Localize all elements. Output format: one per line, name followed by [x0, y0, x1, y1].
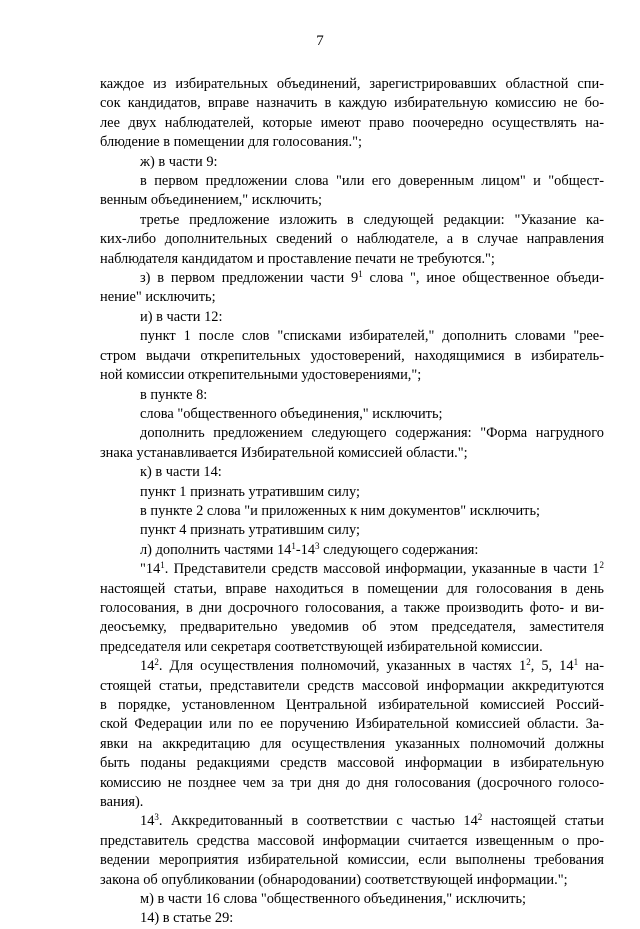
text-line: ж) в части 9: — [140, 153, 218, 170]
text-line: и) в части 12: — [140, 308, 223, 325]
text-line: быть поданы редакциями средств массовой информации в избирательную — [100, 755, 604, 772]
text-line: пункт 1 признать утратившим силу; — [140, 483, 360, 500]
text-line: $14^2$. Для осуществления полномочий, указанных в частях $1^2$, 5, $14^1$ на- — [140, 657, 604, 675]
text-line: з) в первом предложении части $9^1$ слова ", иное общественное объеди- — [140, 269, 604, 287]
text-line: стром выдачи открепительных удостоверений, находящимися в избиратель- — [100, 347, 604, 364]
text-line: настоящей статьи, вправе находиться в помещении для голосования в день — [100, 580, 604, 597]
text-line: наблюдателя кандидатом и проставление печати не требуются."; — [100, 250, 495, 267]
text-line: венным объединением," исключить; — [100, 192, 322, 209]
text-line: в порядке, установленном Центральной избирательной комиссией Россий- — [100, 697, 604, 713]
text-line: каждое из избирательных объединений, зарегистрировавших областной спи- — [100, 76, 604, 92]
text-line: $14^3$. Аккредитованный в соответствии с частью $14^2$ настоящей статьи — [140, 812, 604, 830]
text-line: нение" исключить; — [100, 289, 216, 306]
text-line: "$14^1$. Представители средств массовой информации, указанные в части $1^2$ — [140, 560, 604, 578]
text-line: ведении мероприятия избирательной комиссии, если выполнены требования — [100, 852, 604, 869]
text-line: стоящей статьи, представители средств массовой информации аккредитуются — [100, 677, 604, 694]
text-line: ких-либо дополнительных сведений о наблюдателе, а в случае направления — [100, 231, 604, 248]
text-line: сок кандидатов, вправе назначить в каждую избирательную комиссию не бо- — [100, 95, 604, 112]
text-line: голосования, в дни досрочного голосования, а также производить фото- и ви- — [100, 599, 604, 616]
text-line: представитель средства массовой информации считается извещенным о про- — [100, 832, 604, 849]
text-line: комиссию не позднее чем за три дня до дня голосования (досрочного голосо- — [100, 774, 604, 791]
text-line: к) в части 14: — [140, 464, 222, 481]
document-body — [100, 75, 604, 929]
text-line: пункт 1 после слов "списками избирателей," дополнить словами "рее- — [140, 328, 604, 345]
text-line: в пункте 8: — [140, 386, 208, 403]
text-line: ской Федерации или по ее поручению Избирательной комиссией области. За- — [100, 716, 604, 733]
text-line: закона об опубликовании (обнародовании) соответствующей информации."; — [100, 871, 568, 888]
text-line: ной комиссии открепительными удостоверениями,"; — [100, 367, 422, 384]
text-line: в пункте 2 слова "и приложенных к ним документов" исключить; — [140, 502, 541, 519]
text-line: дополнить предложением следующего содержания: "Форма нагрудного — [140, 425, 604, 442]
text-line: слова "общественного объединения," исключить; — [140, 405, 443, 422]
text-line: л) дополнить частями $14^1-14^3$ следующего содержания: — [140, 540, 479, 558]
text-line: знака устанавливается Избирательной комиссией области."; — [100, 444, 468, 461]
text-line: 14) в статье 29: — [140, 910, 234, 927]
text-line: лее двух наблюдателей, которые имеют право поочередно осуществлять на- — [100, 114, 604, 131]
text-line: третье предложение изложить в следующей редакции: "Указание ка- — [140, 211, 604, 228]
text-line: деосъемку, предварительно уведомив об этом председателя, заместителя — [100, 619, 604, 636]
text-line: явки на аккредитацию для осуществления указанных полномочий должны — [100, 735, 604, 752]
text-line: председателя или секретаря соответствующей избирательной комиссии. — [100, 638, 543, 655]
text-line: вания). — [100, 794, 144, 811]
page-number: 7 — [316, 33, 324, 49]
text-line: пункт 4 признать утратившим силу; — [140, 522, 360, 539]
text-line: в первом предложении слова "или его доверенным лицом" и "общест- — [140, 173, 604, 190]
text-line: м) в части 16 слова "общественного объединения," исключить; — [140, 891, 527, 908]
text-line: блюдение в помещении для голосования."; — [100, 134, 363, 151]
